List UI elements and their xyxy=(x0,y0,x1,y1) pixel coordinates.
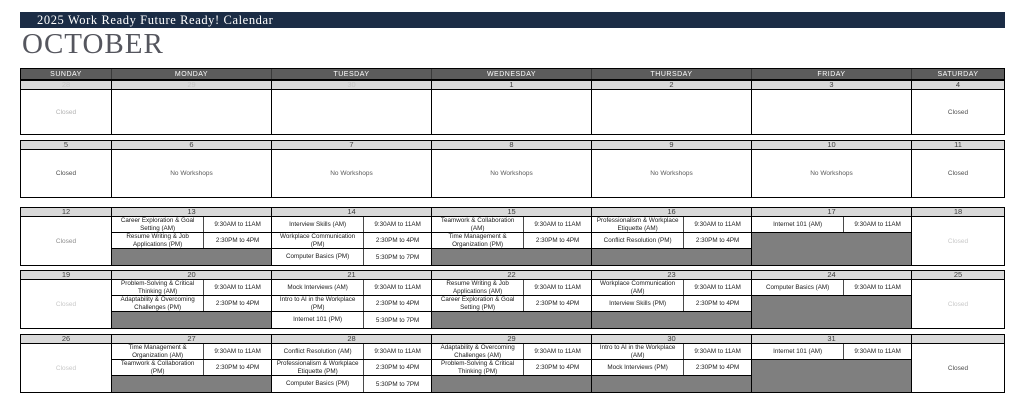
workshop-row xyxy=(592,296,751,312)
week-row-1 xyxy=(20,80,1005,135)
workshop-time: 9:30AM to 11AM xyxy=(374,284,421,291)
filler-cell xyxy=(592,376,751,392)
workshop-time: 2:30PM to 4PM xyxy=(695,237,740,244)
week-row-3 xyxy=(20,207,1005,266)
workshop-time: 5:30PM to 7PM xyxy=(375,380,420,388)
date-cell: 27 xyxy=(112,335,272,343)
date-strip xyxy=(21,141,1004,150)
no-workshops-cell: No Workshops xyxy=(752,150,912,197)
filler-cell xyxy=(432,249,591,265)
workshop-row xyxy=(432,233,591,249)
day-cell-thursday xyxy=(592,344,752,392)
workshop-name: Adaptability & Overcoming Challenges (AM) xyxy=(432,344,524,359)
workshop-row xyxy=(432,296,591,312)
workshop-name: Resume Writing & Job Applications (PM) xyxy=(112,233,204,248)
date-cell: 21 xyxy=(272,271,432,279)
week-row-5 xyxy=(20,334,1005,393)
workshop-row xyxy=(752,217,911,233)
workshop-time: 9:30AM to 11AM xyxy=(214,221,261,228)
filler-cell xyxy=(752,360,911,392)
workshop-name: Problem-Solving & Critical Thinking (AM) xyxy=(112,280,204,295)
date-cell: 4 xyxy=(955,80,961,89)
day-header-thursday: THURSDAY xyxy=(592,69,752,79)
date-cell: 7 xyxy=(272,141,432,149)
date-cell: 6 xyxy=(112,141,272,149)
week-content xyxy=(21,90,1004,134)
day-cell-tuesday xyxy=(272,344,432,392)
no-workshops-cell: No Workshops xyxy=(592,150,752,197)
filler-cell xyxy=(592,312,751,328)
filler-cell xyxy=(752,233,911,265)
date-strip xyxy=(21,208,1004,217)
day-cell-tuesday xyxy=(272,217,432,265)
workshop-row xyxy=(592,344,751,360)
workshop-time: 2:30PM to 4PM xyxy=(695,364,740,371)
calendar-grid xyxy=(20,68,1005,411)
no-workshops-cell: No Workshops xyxy=(112,150,272,197)
workshop-time: 2:30PM to 4PM xyxy=(375,237,420,244)
workshop-name: Computer Basics (PM) xyxy=(272,376,364,392)
workshop-time: 9:30AM to 11AM xyxy=(854,221,901,228)
workshop-name: Conflict Resolution (AM) xyxy=(272,344,364,359)
workshop-name: Time Management & Organization (AM) xyxy=(112,344,204,359)
workshop-row xyxy=(432,217,591,233)
workshop-time: 2:30PM to 4PM xyxy=(535,237,580,244)
workshop-time: 9:30AM to 11AM xyxy=(694,221,741,228)
workshop-time: 9:30AM to 11AM xyxy=(534,284,581,291)
workshop-time: 9:30AM to 11AM xyxy=(534,221,581,228)
workshop-row xyxy=(112,296,271,312)
date-cell: 29 xyxy=(432,335,592,343)
workshop-row xyxy=(592,360,751,376)
workshop-name: Internet 101 (AM) xyxy=(752,344,844,359)
workshop-time: 9:30AM to 11AM xyxy=(374,348,421,355)
workshop-name: Workplace Communication (PM) xyxy=(272,233,364,248)
filler-cell xyxy=(592,249,751,265)
date-cell: 17 xyxy=(752,208,912,216)
week-content xyxy=(21,150,1004,197)
filler-cell xyxy=(112,312,271,328)
filler-cell xyxy=(112,376,271,392)
filler-cell xyxy=(432,312,591,328)
workshop-name: Interview Skills (PM) xyxy=(592,296,684,311)
day-cell-monday xyxy=(112,344,272,392)
workshop-name: Professionalism & Workplace Etiquette (PM) xyxy=(272,360,364,375)
filler-cell xyxy=(752,296,911,328)
workshop-time: 9:30AM to 11AM xyxy=(214,348,261,355)
workshop-name: Time Management & Organization (PM) xyxy=(432,233,524,248)
workshop-row xyxy=(112,360,271,376)
day-header-saturday: SATURDAY xyxy=(937,70,979,78)
workshop-row xyxy=(272,233,431,249)
workshop-row xyxy=(272,312,431,328)
closed-cell: Closed xyxy=(21,150,112,197)
day-cell-thursday xyxy=(592,217,752,265)
workshop-name: Internet 101 (PM) xyxy=(272,312,364,328)
date-strip xyxy=(21,81,1004,90)
workshop-name: Professionalism & Workplace Etiquette (AM) xyxy=(592,217,684,232)
banner-title: 2025 Work Ready Future Ready! Calendar xyxy=(37,13,274,27)
workshop-row xyxy=(272,360,431,376)
workshop-row xyxy=(752,344,911,360)
workshop-name: Career Exploration & Goal Setting (AM) xyxy=(112,217,204,232)
workshop-time: 9:30AM to 11AM xyxy=(694,284,741,291)
workshop-time: 2:30PM to 4PM xyxy=(535,364,580,371)
date-cell: 15 xyxy=(432,208,592,216)
date-cell: 9 xyxy=(592,141,752,149)
workshop-time: 9:30AM to 11AM xyxy=(854,348,901,355)
workshop-row xyxy=(592,280,751,296)
date-cell: 20 xyxy=(112,271,272,279)
workshop-row xyxy=(112,280,271,296)
workshop-time: 9:30AM to 11AM xyxy=(854,284,901,291)
workshop-time: 5:30PM to 7PM xyxy=(375,316,420,324)
workshop-name: Computer Basics (AM) xyxy=(752,280,844,295)
workshop-name: Career Exploration & Goal Setting (PM) xyxy=(432,296,524,311)
closed-cell: Closed xyxy=(947,364,969,372)
workshop-row xyxy=(592,233,751,249)
workshop-time: 5:30PM to 7PM xyxy=(375,253,420,261)
workshop-time: 9:30AM to 11AM xyxy=(694,348,741,355)
day-header-sunday: SUNDAY xyxy=(21,69,112,79)
closed-cell: Closed xyxy=(21,217,112,265)
workshop-name: Intro to AI in the Workplace (PM) xyxy=(272,296,364,311)
date-cell: 1 xyxy=(432,81,592,89)
workshop-name: Intro to AI in the Workplace (AM) xyxy=(592,344,684,359)
empty-day-cell xyxy=(432,90,592,134)
date-cell: 25 xyxy=(953,270,963,279)
date-cell: 28 xyxy=(272,335,432,343)
date-cell: 10 xyxy=(752,141,912,149)
day-header-friday: FRIDAY xyxy=(752,69,912,79)
date-cell: 11 xyxy=(954,140,962,149)
workshop-row xyxy=(112,217,271,233)
date-cell: 13 xyxy=(112,208,272,216)
date-cell: 22 xyxy=(432,271,592,279)
workshop-row xyxy=(272,376,431,392)
workshop-time: 2:30PM to 4PM xyxy=(695,300,740,307)
closed-cell: Closed xyxy=(947,237,969,245)
day-header-row xyxy=(20,68,1005,80)
no-workshops-cell: No Workshops xyxy=(432,150,592,197)
date-cell: 8 xyxy=(432,141,592,149)
workshop-name: Conflict Resolution (PM) xyxy=(592,233,684,248)
week-row-2 xyxy=(20,140,1005,198)
week-content xyxy=(21,217,1004,265)
date-cell: 31 xyxy=(752,335,912,343)
date-cell: 28 xyxy=(21,81,112,89)
day-header-monday: MONDAY xyxy=(112,69,272,79)
workshop-name: Internet 101 (AM) xyxy=(752,217,844,232)
workshop-name: Resume Writing & Job Applications (AM) xyxy=(432,280,524,295)
workshop-time: 2:30PM to 4PM xyxy=(375,364,420,371)
workshop-time: 2:30PM to 4PM xyxy=(215,237,260,244)
date-cell: 19 xyxy=(21,271,112,279)
day-header-tuesday: TUESDAY xyxy=(272,69,432,79)
closed-cell: Closed xyxy=(21,280,112,328)
date-strip xyxy=(21,271,1004,280)
workshop-name: Mock Interviews (PM) xyxy=(592,360,684,375)
day-cell-wednesday xyxy=(432,217,592,265)
day-cell-wednesday xyxy=(432,280,592,328)
workshop-row xyxy=(272,217,431,233)
day-cell-friday xyxy=(752,217,912,265)
date-cell: 23 xyxy=(592,271,752,279)
date-cell: 14 xyxy=(272,208,432,216)
date-cell xyxy=(912,335,1004,343)
no-workshops-cell: No Workshops xyxy=(272,150,432,197)
empty-day-cell xyxy=(272,90,432,134)
workshop-time: 9:30AM to 11AM xyxy=(214,284,261,291)
banner xyxy=(20,12,1005,28)
week-content xyxy=(21,280,1004,328)
workshop-time: 9:30AM to 11AM xyxy=(534,348,581,355)
empty-day-cell xyxy=(752,90,912,134)
workshop-name: Problem-Solving & Critical Thinking (PM) xyxy=(432,360,524,375)
closed-cell: Closed xyxy=(21,90,112,134)
workshop-row xyxy=(272,249,431,265)
workshop-time: 2:30PM to 4PM xyxy=(215,364,260,371)
workshop-name: Computer Basics (PM) xyxy=(272,249,364,265)
workshop-row xyxy=(272,296,431,312)
workshop-time: 2:30PM to 4PM xyxy=(215,300,260,307)
day-cell-monday xyxy=(112,217,272,265)
day-header-wednesday: WEDNESDAY xyxy=(432,69,592,79)
empty-day-cell xyxy=(112,90,272,134)
filler-cell xyxy=(112,249,271,265)
workshop-name: Teamwork & Collaboration (AM) xyxy=(432,217,524,232)
workshop-row xyxy=(272,344,431,360)
workshop-name: Adaptability & Overcoming Challenges (PM) xyxy=(112,296,204,311)
date-cell: 30 xyxy=(272,81,432,89)
date-strip xyxy=(21,335,1004,344)
date-cell: 29 xyxy=(112,81,272,89)
workshop-row xyxy=(592,217,751,233)
date-cell: 16 xyxy=(592,208,752,216)
month-title: OCTOBER xyxy=(22,28,164,60)
closed-cell: Closed xyxy=(947,108,969,116)
workshop-name: Interview Skills (AM) xyxy=(272,217,364,232)
day-cell-monday xyxy=(112,280,272,328)
empty-day-cell xyxy=(592,90,752,134)
day-cell-friday xyxy=(752,280,912,328)
filler-cell xyxy=(432,376,591,392)
date-cell: 26 xyxy=(21,335,112,343)
workshop-row xyxy=(432,360,591,376)
workshop-name: Workplace Communication (AM) xyxy=(592,280,684,295)
date-cell: 12 xyxy=(21,208,112,216)
workshop-row xyxy=(272,280,431,296)
closed-cell: Closed xyxy=(947,300,969,308)
workshop-name: Mock Interviews (AM) xyxy=(272,280,364,295)
day-cell-friday xyxy=(752,344,912,392)
workshop-row xyxy=(432,344,591,360)
workshop-time: 9:30AM to 11AM xyxy=(374,221,421,228)
workshop-row xyxy=(752,280,911,296)
workshop-row xyxy=(112,344,271,360)
workshop-time: 2:30PM to 4PM xyxy=(535,300,580,307)
date-cell: 30 xyxy=(592,335,752,343)
day-cell-tuesday xyxy=(272,280,432,328)
date-cell: 5 xyxy=(21,141,112,149)
date-cell: 24 xyxy=(752,271,912,279)
closed-cell: Closed xyxy=(947,170,969,177)
day-cell-wednesday xyxy=(432,344,592,392)
week-content xyxy=(21,344,1004,392)
date-cell: 2 xyxy=(592,81,752,89)
day-cell-thursday xyxy=(592,280,752,328)
workshop-row xyxy=(432,280,591,296)
closed-cell: Closed xyxy=(21,344,112,392)
week-row-4 xyxy=(20,270,1005,329)
date-cell: 18 xyxy=(953,207,963,216)
workshop-row xyxy=(112,233,271,249)
workshop-name: Teamwork & Collaboration (PM) xyxy=(112,360,204,375)
workshop-time: 2:30PM to 4PM xyxy=(375,300,420,307)
date-cell: 3 xyxy=(752,81,912,89)
